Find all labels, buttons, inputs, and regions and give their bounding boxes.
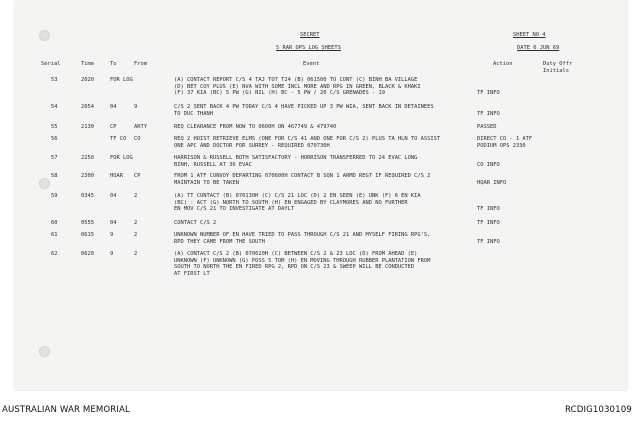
row-to: FOR LOG [110,155,133,161]
row-event-line: SOUTH TO NORTH THE EN FIRED RPG 2, RPD ON C/S 23 & SWEEP WILL BE CONDUCTED [174,264,415,271]
footer-reference-id: RCDIG1030109 [565,405,632,415]
row-serial: 56 [51,136,58,142]
row-action: TF INFO [477,110,500,117]
row-to: 04 [110,220,117,226]
row-event-line: CONTACT C/S 2 [174,220,217,226]
row-time: 0620 [81,251,94,257]
row-event-line: EN MOV C/S 21 TO INVESTIGATE AT DAYLT [174,206,295,213]
row-from: 2 [134,220,138,226]
row-event-line: (D) BET COY PLUS (E) NVA WITH SOME INCL MORE AND RPG IN GREEN, BLACK & KHAKI [174,83,421,90]
row-to: 9 [110,232,114,238]
row-to: HQAR [110,173,123,179]
row-from: ARTY [134,124,147,130]
row-action: HQAR INFO [477,179,507,186]
row-from: 2 [134,232,138,238]
row-event-line: MAINTAIN TO BE TAKEN [174,179,239,186]
row-time: 2130 [81,124,94,130]
row-to: 9 [110,251,114,257]
row-serial: 57 [51,155,58,161]
row-time: 2020 [81,77,94,83]
row-event-line: BINH, RUSSELL AT 36 EVAC [174,161,252,168]
row-from: 9 [134,104,138,110]
row-time: 2250 [81,155,94,161]
row-serial: 59 [51,193,58,199]
column-header-time: Time [81,61,94,67]
row-event-line: ONE APC AND DOCTOR FOR SURREY - REQUIRED 070730H [174,142,330,149]
row-from: CO [134,136,141,142]
row-serial: 53 [51,77,58,83]
row-action: TF INFO [477,90,500,97]
row-action: TF INFO [477,206,500,213]
classification-heading: SECRET [300,32,320,38]
row-action: DIRECT CO - 1 ATF [477,136,533,142]
row-time: 0615 [81,232,94,238]
row-to: 04 [110,193,117,199]
sheet-number: SHEET NO 4 [513,32,546,38]
row-time: 2300 [81,173,94,179]
row-event-line: TO DUC THANH [174,110,213,117]
row-action: TF INFO [477,220,500,226]
row-event-line: (BC) : ACT (G) NORTH TO SOUTH (H) EN ENGAGED BY CLAYMORES AND NO FURTHER [174,199,408,206]
row-serial: 54 [51,104,58,110]
row-serial: 55 [51,124,58,130]
row-time: 0555 [81,220,94,226]
row-action: PASSED [477,124,497,130]
row-from: 2 [134,193,138,199]
row-event-line: AT FIRST LT [174,271,210,278]
row-from: CP [134,173,141,179]
punch-hole [39,346,50,357]
row-event-line: REQ CLEARANCE FROM NOW TO 0600H ON 467749 & 479740 [174,124,337,130]
row-action: PODIUM OPS 2330 [477,142,526,149]
row-event-line: UNKNOWN (F) UNKNOWN (G) POSS 5 TOM (H) EN MOVING THROUGH RUBBER PLANTATION FROM [174,257,431,264]
row-event-line: FROM 1 ATF CONVOY DEPARTING 070600H CONTACT B SQN 1 ARMD REGT IF REQUIRED C/S 2 [174,173,431,179]
row-time: 0345 [81,193,94,199]
row-event-line: C/S 2 SENT BACK 4 PW TODAY C/S 4 HAVE PICKED UP 3 PW WIA, SENT BACK IN DETAINEES [174,104,434,110]
footer-attribution: AUSTRALIAN WAR MEMORIAL [2,405,130,415]
row-to: TF CO [110,136,127,142]
row-serial: 62 [51,251,58,257]
column-header-duty-officer: Duty Offr [543,61,573,67]
row-serial: 60 [51,220,58,226]
row-serial: 61 [51,232,58,238]
column-header-to: To [110,61,117,67]
column-header-serial: Serial [41,61,61,67]
punch-hole [39,178,50,189]
row-event-line: (A) TT CONTACT (B) 070130H (C) C/S 21 LOC (D) 2 EN SEEN (E) UNK (F) 6 EN KIA [174,193,421,199]
row-time: 2054 [81,104,94,110]
row-event-line: UNKNOWN NUMBER OF EN HAVE TRIED TO PASS THROUGH C/S 21 AND MYSELF FIRING RPG'S, [174,232,431,238]
row-event-line: (A) CONTACT C/S 2 (B) 070620H (C) BETWEEN C/S 2 & 23 LOC (D) FROM AHEAD (E) [174,251,418,257]
row-to: FOR LOG [110,77,133,83]
row-to: CP [110,124,117,130]
row-action: CO INFO [477,161,500,168]
row-to: 04 [110,104,117,110]
log-date: DATE 6 JUN 69 [517,45,560,51]
column-header-event: Event [303,61,320,67]
row-serial: 58 [51,173,58,179]
row-event-line: REQ 2 HOIST RETRIEVE ELMS (ONE FOR C/S 41 AND ONE FOR C/S 2) PLUS TA HLN TO ASSIST [174,136,441,142]
document-title: 5 RAR OPS LOG SHEETS [276,45,341,51]
row-event-line: HARRISON & RUSSELL BOTH SATISFACTORY - HORRISON TRANSFERRED TO 24 EVAC LONG [174,155,418,161]
row-event-line: RPD THEY CAME FROM THE SOUTH [174,238,265,245]
column-header-from: From [134,61,147,67]
row-action: TF INFO [477,238,500,245]
column-header-initials: Initials [543,68,569,74]
row-from: 2 [134,251,138,257]
row-event-line: (F) 37 KIA (BC) 5 PW (G) NIL (H) BC - 5 PW / 20 C/S GRENADES - 19 [174,90,385,97]
row-event-line: (A) CONTACT REPORT C/S 4 TAJ TOT T24 (B) 061500 TO CONT (C) BINH BA VILLAGE [174,77,418,83]
punch-hole [39,30,50,41]
column-header-action: Action [493,61,513,67]
